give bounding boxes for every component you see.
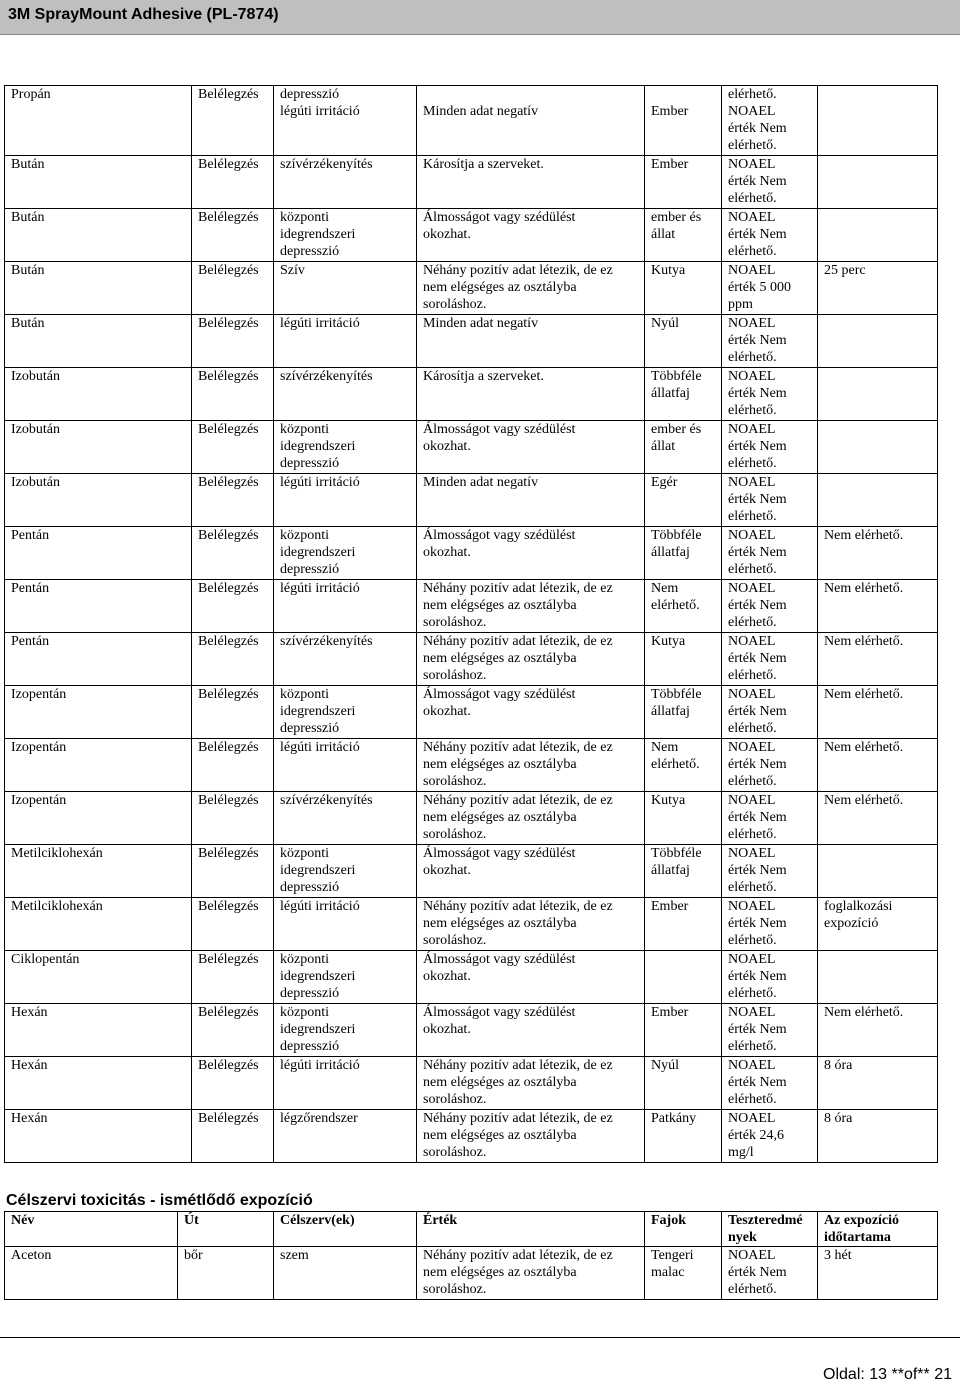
test-result-cell: NOAEL érték Nem elérhető. [722,421,818,474]
route-cell: Belélegzés [192,898,274,951]
value-cell: Néhány pozitív adat létezik, de ez nem elégséges az osztályba soroláshoz. [417,739,645,792]
route-cell: Belélegzés [192,1110,274,1163]
page-number: Oldal: 13 **of** 21 [823,1366,952,1383]
column-header: Teszteredmé nyek [722,1212,818,1247]
species-cell: Ember [645,156,722,209]
test-result-cell: NOAEL érték Nem elérhető. [722,474,818,527]
species-cell: Nyúl [645,315,722,368]
target-organ-cell: légúti irritáció [274,315,417,368]
route-cell: Belélegzés [192,739,274,792]
duration-cell: Nem elérhető. [818,792,938,845]
duration-cell [818,86,938,156]
species-cell: Többféle állatfaj [645,845,722,898]
value-cell: Álmosságot vagy szédülést okozhat. [417,527,645,580]
species-cell: Patkány [645,1110,722,1163]
route-cell: Belélegzés [192,792,274,845]
duration-cell: Nem elérhető. [818,527,938,580]
test-result-cell: NOAEL érték Nem elérhető. [722,315,818,368]
value-cell: Néhány pozitív adat létezik, de ez nem elégséges az osztályba soroláshoz. [417,1247,645,1300]
duration-cell [818,421,938,474]
duration-cell [818,951,938,1004]
duration-cell: Nem elérhető. [818,686,938,739]
route-cell: Belélegzés [192,580,274,633]
species-cell: Ember [645,86,722,156]
substance-name: Pentán [5,633,192,686]
value-cell: Néhány pozitív adat létezik, de ez nem elégséges az osztályba soroláshoz. [417,1057,645,1110]
target-organ-cell: szívérzékenyítés [274,792,417,845]
species-cell: Többféle állatfaj [645,527,722,580]
section-heading: Célszervi toxicitás - ismétlődő expozíció [6,1192,313,1209]
test-result-cell: NOAEL érték 5 000 ppm [722,262,818,315]
substance-name: Hexán [5,1110,192,1163]
target-organ-cell: légúti irritáció [274,739,417,792]
species-cell: Ember [645,1004,722,1057]
substance-name: Izobután [5,368,192,421]
target-organ-cell: légzőrendszer [274,1110,417,1163]
target-organ-cell: depresszió légúti irritáció [274,86,417,156]
table-row [5,580,938,633]
value-cell: Károsítja a szerveket. [417,368,645,421]
test-result-cell: NOAEL érték Nem elérhető. [722,156,818,209]
route-cell: Belélegzés [192,421,274,474]
substance-name: Hexán [5,1057,192,1110]
substance-name: Ciklopentán [5,951,192,1004]
route-cell: Belélegzés [192,474,274,527]
header-bar [0,0,960,35]
table-row [5,898,938,951]
substance-name: Bután [5,315,192,368]
table-row [5,315,938,368]
route-cell: Belélegzés [192,86,274,156]
duration-cell: foglalkozási expozíció [818,898,938,951]
species-cell [645,951,722,1004]
duration-cell [818,368,938,421]
table-row [5,1247,938,1300]
route-cell: Belélegzés [192,1057,274,1110]
target-organ-cell: légúti irritáció [274,1057,417,1110]
table-row [5,421,938,474]
column-header: Az expozíció időtartama [818,1212,938,1247]
substance-name: Hexán [5,1004,192,1057]
route-cell: Belélegzés [192,951,274,1004]
target-organ-cell: központi idegrendszeri depresszió [274,421,417,474]
species-cell: Nem elérhető. [645,580,722,633]
route-cell: Belélegzés [192,262,274,315]
test-result-cell: NOAEL érték Nem elérhető. [722,792,818,845]
test-result-cell: NOAEL érték Nem elérhető. [722,209,818,262]
route-cell: Belélegzés [192,315,274,368]
table-row [5,1004,938,1057]
table-row [5,792,938,845]
substance-name: Aceton [5,1247,178,1300]
target-organ-cell: központi idegrendszeri depresszió [274,845,417,898]
value-cell: Néhány pozitív adat létezik, de ez nem elégséges az osztályba soroláshoz. [417,1110,645,1163]
duration-cell [818,156,938,209]
table-row [5,951,938,1004]
table-row [5,156,938,209]
route-cell: bőr [178,1247,274,1300]
duration-cell [818,315,938,368]
value-cell: Minden adat negatív [417,86,645,156]
substance-name: Izopentán [5,792,192,845]
test-result-cell: NOAEL érték Nem elérhető. [722,951,818,1004]
route-cell: Belélegzés [192,633,274,686]
route-cell: Belélegzés [192,368,274,421]
column-header: Fajok [645,1212,722,1247]
substance-name: Bután [5,156,192,209]
repeated-exposure-table [4,1211,938,1300]
table-row [5,1057,938,1110]
target-organ-cell: központi idegrendszeri depresszió [274,209,417,262]
test-result-cell: NOAEL érték Nem elérhető. [722,580,818,633]
species-cell: Kutya [645,633,722,686]
route-cell: Belélegzés [192,686,274,739]
duration-cell [818,474,938,527]
value-cell: Álmosságot vagy szédülést okozhat. [417,951,645,1004]
substance-name: Bután [5,262,192,315]
test-result-cell: NOAEL érték Nem elérhető. [722,898,818,951]
column-header: Érték [417,1212,645,1247]
table-row [5,262,938,315]
table-row [5,686,938,739]
test-result-cell: NOAEL érték Nem elérhető. [722,739,818,792]
table-row [5,1110,938,1163]
duration-cell: 8 óra [818,1110,938,1163]
single-exposure-table [4,85,938,1163]
target-organ-cell: központi idegrendszeri depresszió [274,951,417,1004]
target-organ-cell: légúti irritáció [274,474,417,527]
table-row [5,368,938,421]
substance-name: Pentán [5,527,192,580]
value-cell: Álmosságot vagy szédülést okozhat. [417,1004,645,1057]
duration-cell: Nem elérhető. [818,580,938,633]
target-organ-cell: központi idegrendszeri depresszió [274,686,417,739]
value-cell: Álmosságot vagy szédülést okozhat. [417,209,645,262]
species-cell: Nyúl [645,1057,722,1110]
substance-name: Izopentán [5,739,192,792]
value-cell: Álmosságot vagy szédülést okozhat. [417,686,645,739]
value-cell: Minden adat negatív [417,474,645,527]
route-cell: Belélegzés [192,156,274,209]
duration-cell [818,845,938,898]
substance-name: Izobután [5,474,192,527]
duration-cell: Nem elérhető. [818,1004,938,1057]
route-cell: Belélegzés [192,209,274,262]
table-row [5,739,938,792]
species-cell: Nem elérhető. [645,739,722,792]
value-cell: Néhány pozitív adat létezik, de ez nem elégséges az osztályba soroláshoz. [417,262,645,315]
substance-name: Izopentán [5,686,192,739]
duration-cell: Nem elérhető. [818,739,938,792]
route-cell: Belélegzés [192,845,274,898]
target-organ-cell: légúti irritáció [274,580,417,633]
substance-name: Metilciklohexán [5,845,192,898]
test-result-cell: NOAEL érték Nem elérhető. [722,686,818,739]
test-result-cell: elérhető. NOAEL érték Nem elérhető. [722,86,818,156]
duration-cell: Nem elérhető. [818,633,938,686]
document-title: 3M SprayMount Adhesive (PL-7874) [8,6,279,23]
species-cell: ember és állat [645,421,722,474]
value-cell: Néhány pozitív adat létezik, de ez nem elégséges az osztályba soroláshoz. [417,633,645,686]
table-row [5,209,938,262]
table-row [5,527,938,580]
target-organ-cell: szívérzékenyítés [274,633,417,686]
species-cell: Tengeri malac [645,1247,722,1300]
value-cell: Néhány pozitív adat létezik, de ez nem elégséges az osztályba soroláshoz. [417,580,645,633]
value-cell: Néhány pozitív adat létezik, de ez nem elégséges az osztályba soroláshoz. [417,898,645,951]
substance-name: Metilciklohexán [5,898,192,951]
duration-cell [818,209,938,262]
test-result-cell: NOAEL érték Nem elérhető. [722,1004,818,1057]
species-cell: Egér [645,474,722,527]
table-row [5,633,938,686]
test-result-cell: NOAEL érték Nem elérhető. [722,368,818,421]
test-result-cell: NOAEL érték Nem elérhető. [722,1247,818,1300]
route-cell: Belélegzés [192,1004,274,1057]
column-header: Célszerv(ek) [274,1212,417,1247]
target-organ-cell: szem [274,1247,417,1300]
species-cell: Többféle állatfaj [645,686,722,739]
test-result-cell: NOAEL érték Nem elérhető. [722,845,818,898]
value-cell: Károsítja a szerveket. [417,156,645,209]
species-cell: Többféle állatfaj [645,368,722,421]
substance-name: Bután [5,209,192,262]
duration-cell: 3 hét [818,1247,938,1300]
route-cell: Belélegzés [192,527,274,580]
species-cell: Kutya [645,792,722,845]
value-cell: Álmosságot vagy szédülést okozhat. [417,845,645,898]
target-organ-cell: légúti irritáció [274,898,417,951]
column-header: Út [178,1212,274,1247]
target-organ-cell: központi idegrendszeri depresszió [274,527,417,580]
test-result-cell: NOAEL érték Nem elérhető. [722,1057,818,1110]
species-cell: Kutya [645,262,722,315]
value-cell: Néhány pozitív adat létezik, de ez nem elégséges az osztályba soroláshoz. [417,792,645,845]
footer-divider [0,1337,960,1338]
target-organ-cell: központi idegrendszeri depresszió [274,1004,417,1057]
target-organ-cell: Szív [274,262,417,315]
column-header: Név [5,1212,178,1247]
table-row [5,86,938,156]
duration-cell: 25 perc [818,262,938,315]
table-row [5,474,938,527]
duration-cell: 8 óra [818,1057,938,1110]
target-organ-cell: szívérzékenyítés [274,156,417,209]
test-result-cell: NOAEL érték Nem elérhető. [722,527,818,580]
substance-name: Propán [5,86,192,156]
value-cell: Minden adat negatív [417,315,645,368]
test-result-cell: NOAEL érték 24,6 mg/l [722,1110,818,1163]
test-result-cell: NOAEL érték Nem elérhető. [722,633,818,686]
substance-name: Izobután [5,421,192,474]
value-cell: Álmosságot vagy szédülést okozhat. [417,421,645,474]
target-organ-cell: szívérzékenyítés [274,368,417,421]
substance-name: Pentán [5,580,192,633]
species-cell: Ember [645,898,722,951]
table-row [5,845,938,898]
species-cell: ember és állat [645,209,722,262]
